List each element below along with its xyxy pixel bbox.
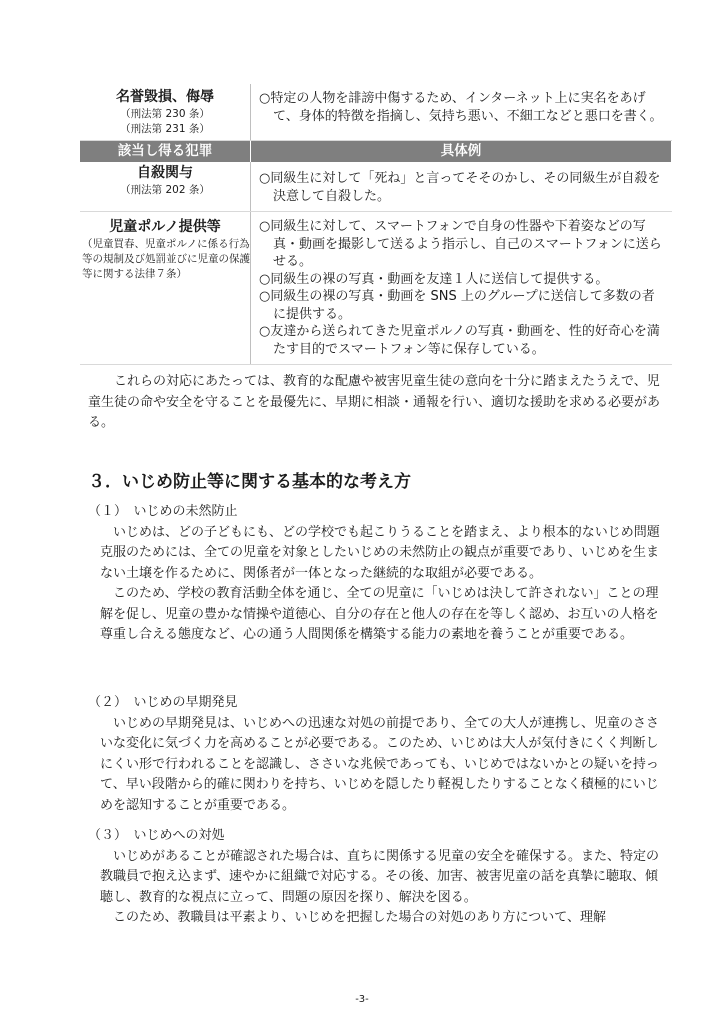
example-text: ○友達から送られてきた児童ポルノの写真・動画を、性的好奇心を満たす目的でスマートフォン等に保存している。 xyxy=(259,324,660,357)
crime-law: （刑法第 202 条） xyxy=(120,184,210,196)
paragraph: いじめがあることが確認された場合は、直ちに関係する児童の安全を確保する。また、特定の教職員で抱え込まず、速やかに組織で対応する。その後、加害、被害児童の話を真摯に聴取、傾聴し、教育的な視点に立って、問題の原因を探り、解決を図る。 xyxy=(100,848,660,905)
intro-paragraph xyxy=(88,372,660,434)
example-text: ○同級生の裸の写真・動画を SNS 上のグループに送信して多数の者に提供する。 xyxy=(259,289,655,322)
paragraph: このため、教職員は平素より、いじめを把握した場合の対処のあり方について、理解 xyxy=(113,910,606,925)
header-crime: 該当し得る犯罪 xyxy=(80,141,251,163)
crime-name: 児童ポルノ提供等 xyxy=(109,219,221,235)
example-text: ○同級生に対して「死ね」と言ってそそのかし、その同級生が自殺を決意して自殺した。 xyxy=(259,171,661,204)
example-text: ○同級生の裸の写真・動画を友達１人に送信して提供する。 xyxy=(259,271,609,287)
subsection-early-detection xyxy=(88,693,660,816)
header-example: 具体例 xyxy=(251,141,672,163)
subsection-prevention xyxy=(88,502,660,646)
paragraph: このため、学校の教育活動全体を通じ、全ての児童に「いじめは決して許されない」ことの理解を促し、児童の豊かな情操や道徳心、自分の存在と他人の存在を等しく認め、お互いの人格を尊重し合える態度など、心の通う人間関係を構築する能力の素地を養うことが重要である。 xyxy=(100,586,659,642)
table-row xyxy=(80,212,672,365)
crime-law: （刑法第 231 条） xyxy=(120,123,210,135)
example-text: ○同級生に対して、スマートフォンで自身の性器や下着姿などの写真・動画を撮影して送るよう指示し、自己のスマートフォンに送らせる。 xyxy=(259,219,662,269)
crime-name: 名誉毀損、侮辱 xyxy=(116,89,214,105)
subsection-response xyxy=(88,826,660,929)
intro-text: これらの対応にあたっては、教育的な配慮や被害児童生徒の意向を十分に踏まえたうえで、児童生徒の命や安全を守ることを最優先に、早期に相談・通報を行い、適切な援助を求める必要がある。 xyxy=(88,374,661,430)
crime-name: 自殺関与 xyxy=(137,165,193,181)
subsection-heading: （３） いじめへの対処 xyxy=(88,828,225,843)
subsection-heading: （２） いじめの早期発見 xyxy=(88,695,238,710)
crime-law: （刑法第 230 条） xyxy=(120,108,210,120)
paragraph: いじめは、どの子どもにも、どの学校でも起こりうることを踏まえ、より根本的ないじめ問題克服のためには、全ての児童を対象としたいじめの未然防止の観点が重要であり、いじめを生まない土壌を作るために、関係者が一体となった継続的な取組が必要である。 xyxy=(100,524,660,581)
crime-law: （児童買春、児童ポルノに係る行為等の規制及び処罰並びに児童の保護等に関する法律７条） xyxy=(82,238,250,280)
example-text: ○特定の人物を誹謗中傷するため、インターネット上に実名をあげて、身体的特徴を指摘し、気持ち悪い、不細工などと悪口を書く。 xyxy=(259,91,663,124)
table-header-row xyxy=(80,141,672,163)
page-number: -3- xyxy=(355,994,369,1005)
section-title: ３．いじめ防止等に関する基本的な考え方 xyxy=(88,472,411,492)
table-row xyxy=(80,84,672,141)
subsection-heading: （１） いじめの未然防止 xyxy=(88,504,238,519)
crime-examples-table xyxy=(80,84,672,365)
paragraph: いじめの早期発見は、いじめへの迅速な対処の前提であり、全ての大人が連携し、児童のささいな変化に気づく力を高めることが必要である。このため、いじめは大人が気付きにくく判断しにくい形で行われることを認識し、ささいな兆候であっても、いじめではないかとの疑いを持って、早い段階から的確に関わりを持ち、いじめを隠したり軽視したりすることなく積極的にいじめを認知することが重要である。 xyxy=(100,715,660,813)
table-row xyxy=(80,162,672,212)
